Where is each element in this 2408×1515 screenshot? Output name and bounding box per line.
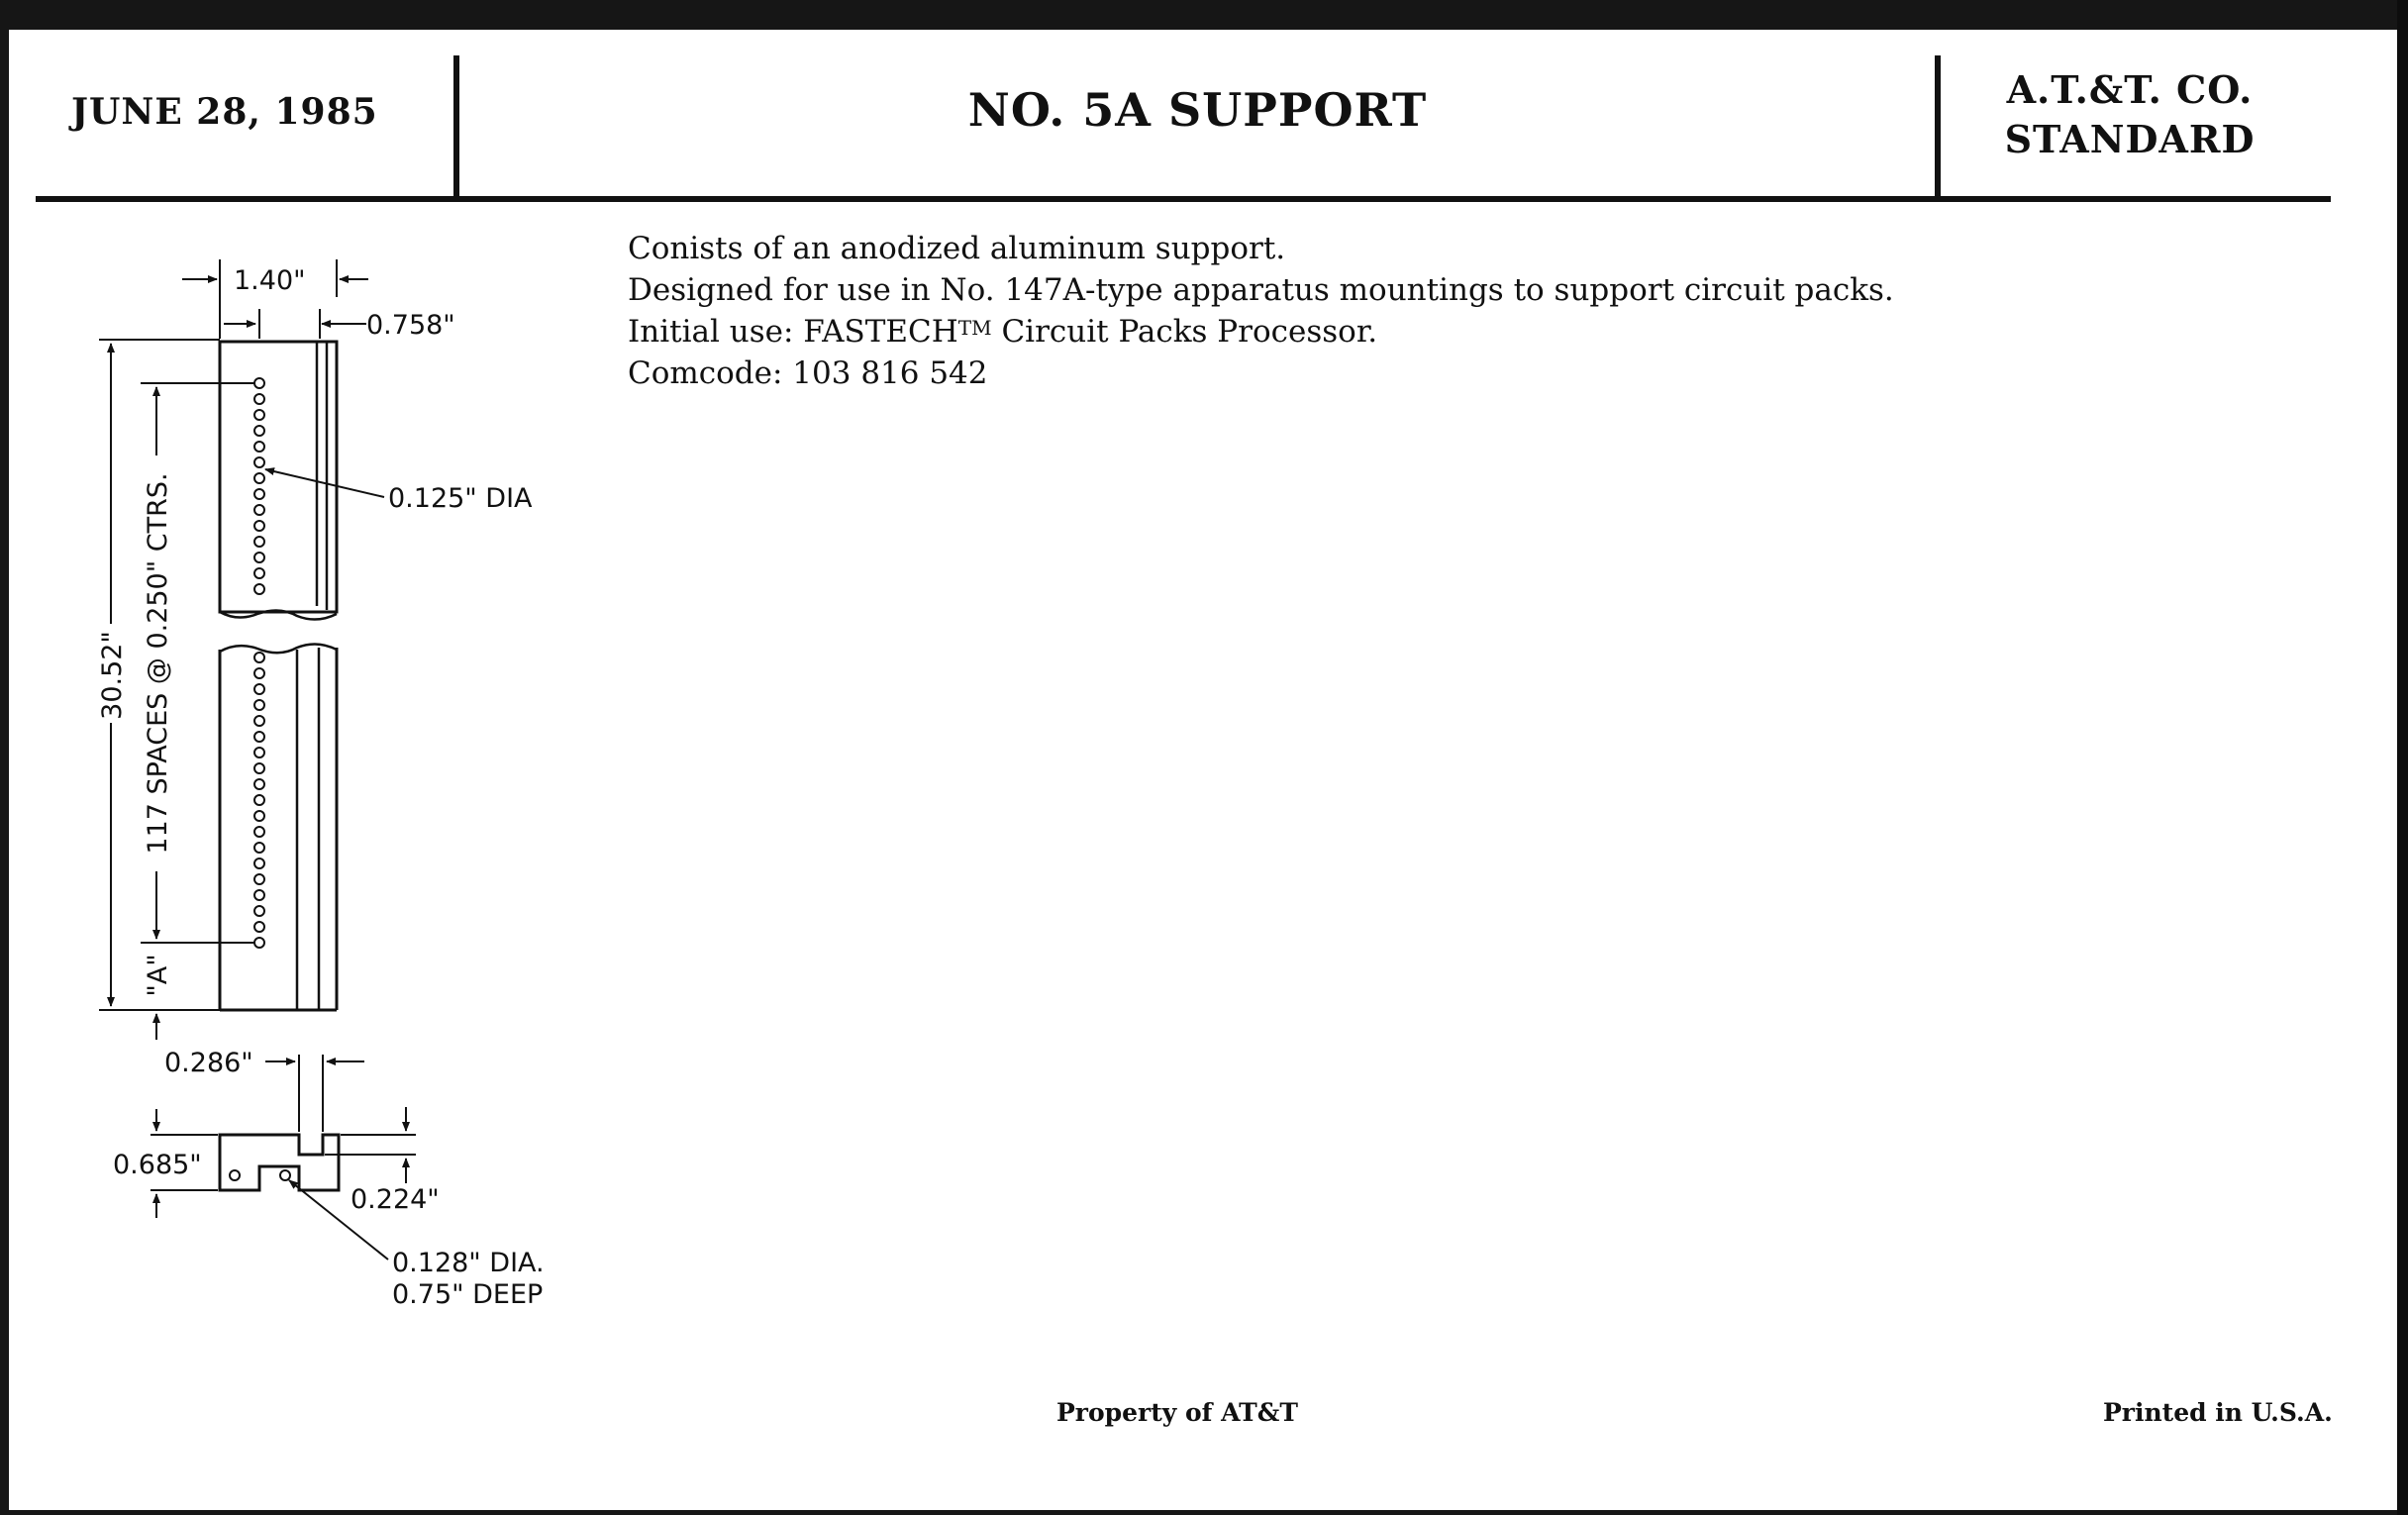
end-hole-left (230, 1170, 240, 1180)
dim-end-hole-label-1: 0.128" DIA. (392, 1248, 545, 1278)
footer-printed: Printed in U.S.A. (2103, 1398, 2333, 1427)
bar-upper-outline (220, 342, 337, 612)
end-hole-right (280, 1170, 290, 1180)
initial-use-text: Initial use: FASTECH (628, 314, 958, 350)
description-line-1: Conists of an anodized aluminum support. (628, 231, 1286, 266)
hole-column-upper (254, 378, 264, 594)
description-line-4: Comcode: 103 816 542 (628, 355, 988, 391)
dim-hole-label: 0.125" DIA (388, 483, 533, 514)
dim-slot-width-label: 0.286" (164, 1048, 253, 1078)
standard-line-2: STANDARD (2004, 117, 2256, 161)
dim-length-label: 30.52" (97, 631, 128, 720)
dim-slot-depth-label: 0.224" (351, 1184, 440, 1215)
description-line-2: Designed for use in No. 147A-type apparatus mountings to support circuit packs. (628, 272, 1894, 308)
issue-date: JUNE 28, 1985 (71, 91, 378, 133)
dim-a-label: "A" (143, 954, 173, 997)
dim-end-hole-label-2: 0.75" DEEP (392, 1279, 544, 1310)
footer-property: Property of AT&T (1056, 1398, 1298, 1427)
dim-height-label: 0.685" (113, 1150, 202, 1180)
initial-use-suffix: Circuit Packs Processor. (991, 314, 1378, 350)
dim-width-label: 1.40" (234, 265, 306, 296)
page-title: NO. 5A SUPPORT (967, 83, 1428, 137)
hole-column-lower (254, 653, 264, 948)
dim-spaces-label: 117 SPACES @ 0.250" CTRS. (143, 472, 173, 855)
dim-offset-label: 0.758" (366, 310, 455, 341)
leader-hole (265, 469, 384, 497)
trademark-mark: TM (957, 316, 992, 340)
standard-line-1: A.T.&T. CO. (2006, 67, 2254, 112)
end-view-profile (220, 1135, 339, 1190)
